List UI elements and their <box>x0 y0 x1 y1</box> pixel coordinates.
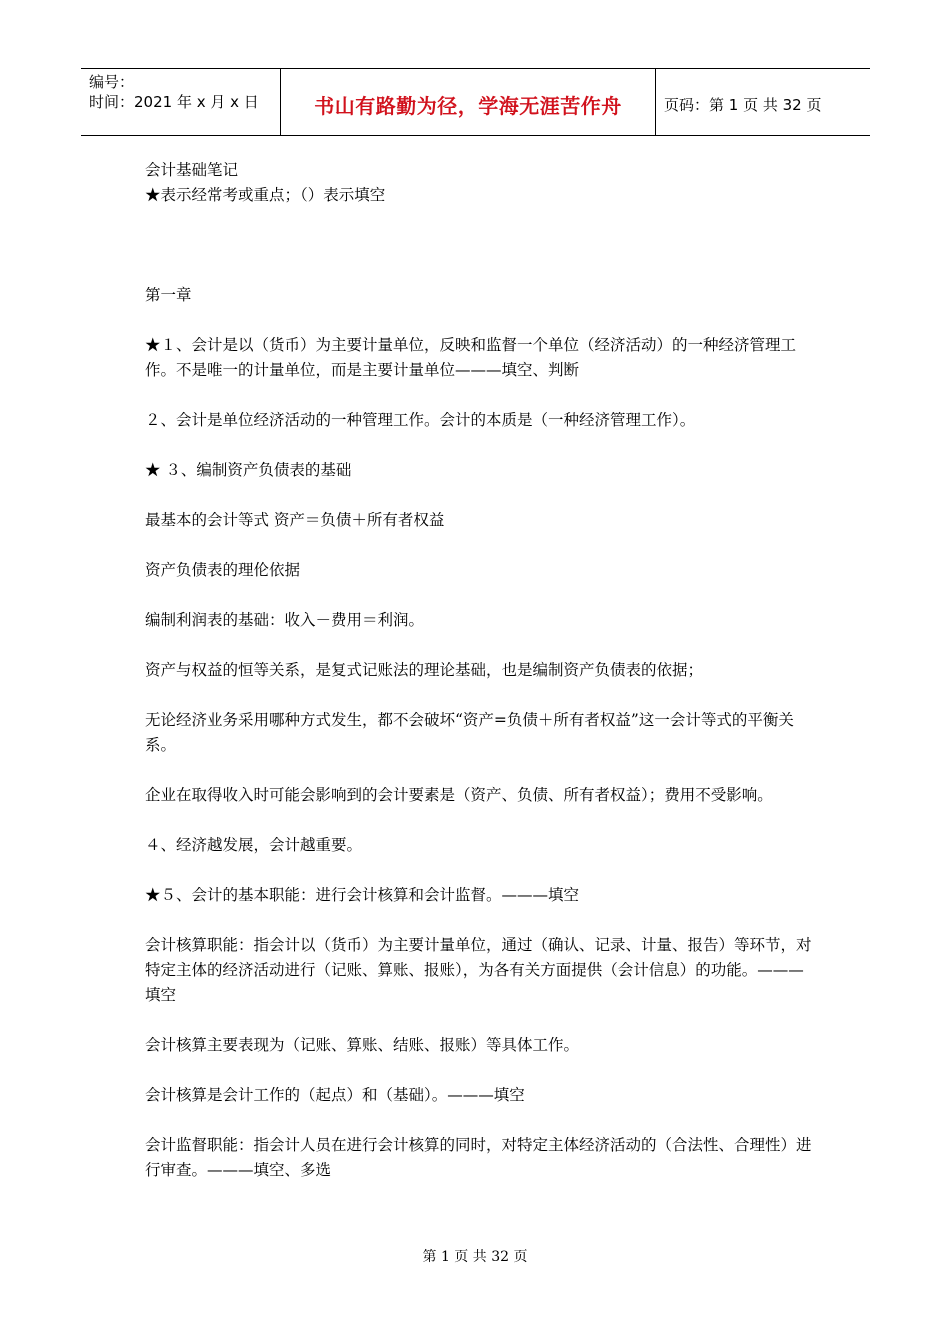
paragraph-4: 最基本的会计等式 资产＝负债＋所有者权益 <box>145 511 445 529</box>
document-body <box>145 158 815 1208</box>
paragraph-9: 企业在取得收入时可能会影响到的会计要素是（资产、负债、所有者权益）；费用不受影响。 <box>145 786 773 804</box>
paragraph-2: ２、会计是单位经济活动的一种管理工作。会计的本质是（一种经济管理工作）。 <box>145 411 696 429</box>
header-motto: 书山有路勤为径，学海无涯苦作舟 <box>281 69 656 135</box>
paragraph-10: ４、经济越发展，会计越重要。 <box>145 836 363 854</box>
doc-legend: ★表示经常考或重点；（）表示填空 <box>145 186 386 204</box>
paragraph-7: 资产与权益的恒等关系，是复式记账法的理论基础，也是编制资产负债表的依据； <box>145 661 704 679</box>
paragraph-13: 会计核算主要表现为（记账、算账、结账、报账）等具体工作。 <box>145 1036 580 1054</box>
chapter-heading: 第一章 <box>145 286 192 304</box>
paragraph-3: ★ ３、编制资产负债表的基础 <box>145 461 352 479</box>
page-footer: 第 1 页 共 32 页 <box>422 1249 528 1265</box>
header-page-info: 页码：第 1 页 共 32 页 <box>664 95 822 114</box>
paragraph-5: 资产负债表的理伦依据 <box>145 561 301 579</box>
time-label: 时间：2021 年 x 月 x 日 <box>89 93 259 111</box>
paragraph-11: ★５、会计的基本职能：进行会计核算和会计监督。———填空 <box>145 886 580 904</box>
document-header <box>81 68 870 136</box>
serial-label: 编号： <box>89 73 135 91</box>
paragraph-1: ★１、会计是以（货币）为主要计量单位，反映和监督一个单位（经济活动）的一种经济管理工作。不是唯一的计量单位，而是主要计量单位———填空、判断 <box>145 336 797 379</box>
header-meta <box>81 69 281 135</box>
paragraph-12: 会计核算职能：指会计以（货币）为主要计量单位，通过（确认、记录、计量、报告）等环节，对特定主体的经济活动进行（记账、算账、报账），为各有关方面提供（会计信息）的功能。———填空 <box>145 936 812 1004</box>
paragraph-8: 无论经济业务采用哪种方式发生，都不会破坏“资产=负债＋所有者权益”这一会计等式的平衡关系。 <box>145 711 794 754</box>
paragraph-6: 编制利润表的基础：收入－费用＝利润。 <box>145 611 425 629</box>
paragraph-14: 会计核算是会计工作的（起点）和（基础）。———填空 <box>145 1086 525 1104</box>
doc-title: 会计基础笔记 <box>145 161 239 179</box>
paragraph-15: 会计监督职能：指会计人员在进行会计核算的同时，对特定主体经济活动的（合法性、合理性）进行审查。———填空、多选 <box>145 1136 812 1179</box>
